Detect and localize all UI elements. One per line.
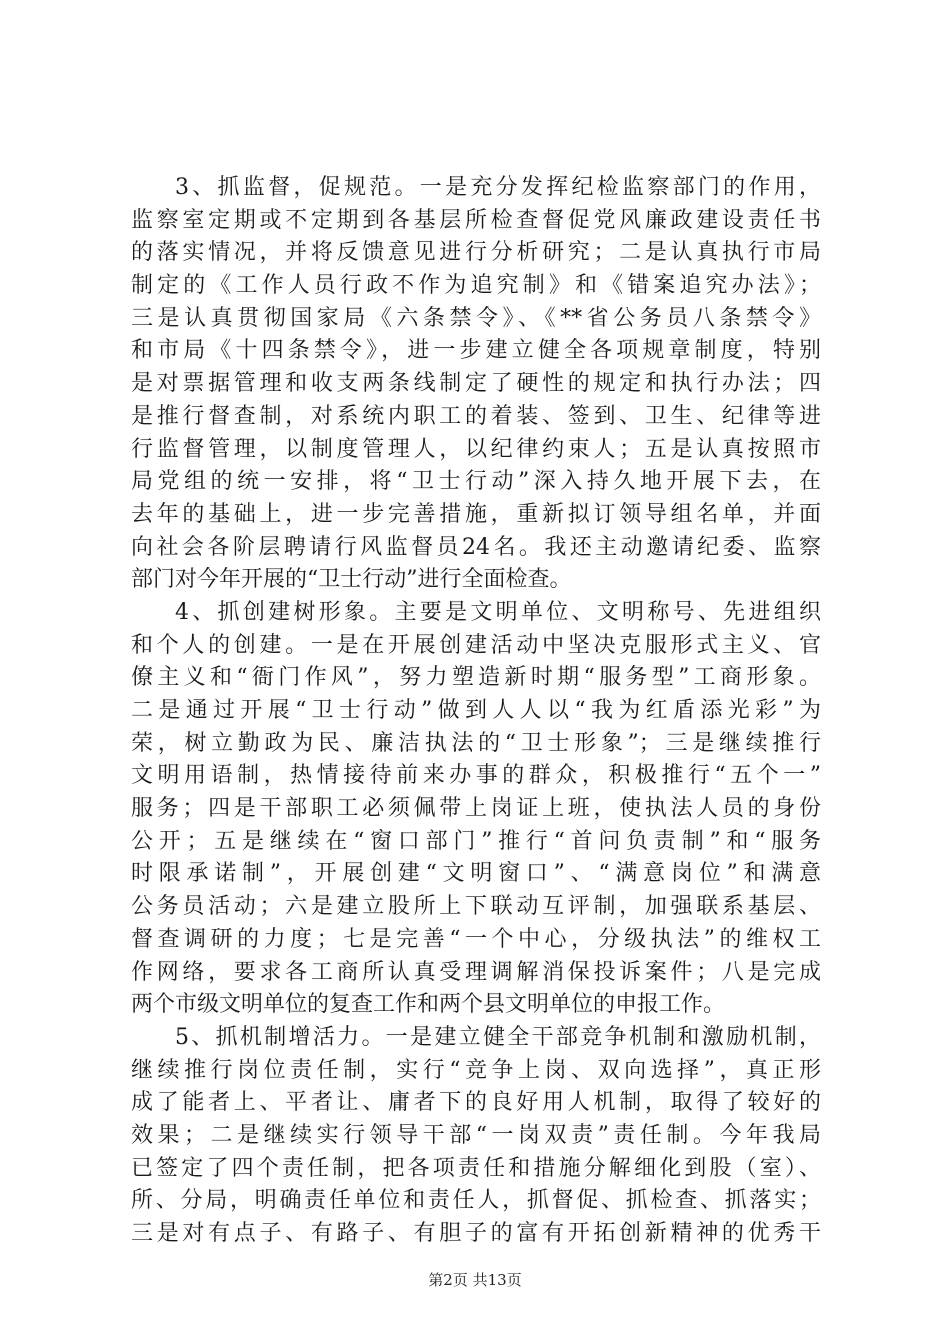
text-line: 督查调研的力度；七是完善“一个中心，分级执法”的维权工 bbox=[131, 926, 821, 952]
text-line: 所、分局，明确责任单位和责任人，抓督促、抓检查、抓落实； bbox=[131, 1188, 821, 1214]
text-line: 时限承诺制”，开展创建“文明窗口”、“满意岗位”和满意 bbox=[131, 861, 821, 887]
text-line: 4、抓创建树形象。主要是文明单位、文明称号、先进组织 bbox=[175, 599, 821, 625]
text-line: 文明用语制，热情接待前来办事的群众，积极推行“五个一” bbox=[131, 763, 821, 789]
text-line: 公务员活动；六是建立股所上下联动互评制，加强联系基层、 bbox=[131, 894, 821, 920]
text-line: 向社会各阶层聘请行风监督员24名。我还主动邀请纪委、监察 bbox=[131, 534, 821, 560]
text-line: 服务；四是干部职工必须佩带上岗证上班，使执法人员的身份 bbox=[131, 796, 821, 822]
text-line: 作网络，要求各工商所认真受理调解消保投诉案件；八是完成 bbox=[131, 959, 821, 985]
text-line: 去年的基础上，进一步完善措施，重新拟订领导组名单，并面 bbox=[131, 501, 821, 527]
text-line: 僚主义和“衙门作风”，努力塑造新时期“服务型”工商形象。 bbox=[131, 665, 821, 691]
page-number-footer: 第2页 共13页 bbox=[428, 1271, 522, 1289]
text-line: 已签定了四个责任制，把各项责任和措施分解细化到股（室）、 bbox=[131, 1155, 821, 1181]
text-line: 成了能者上、平者让、庸者下的良好用人机制，取得了较好的 bbox=[131, 1090, 821, 1116]
text-line: 是对票据管理和收支两条线制定了硬性的规定和执行办法；四 bbox=[131, 371, 821, 397]
text-line: 效果；二是继续实行领导干部“一岗双责”责任制。今年我局 bbox=[131, 1122, 821, 1148]
paragraph-supervision bbox=[131, 172, 821, 597]
text-line: 三是认真贯彻国家局《六条禁令》、《**省公务员八条禁令》 bbox=[131, 305, 821, 331]
text-line: 两个市级文明单位的复查工作和两个县文明单位的申报工作。 bbox=[131, 992, 726, 1018]
text-line: 制定的《工作人员行政不作为追究制》和《错案追究办法》； bbox=[131, 273, 821, 299]
text-line: 行监督管理，以制度管理人，以纪律约束人；五是认真按照市 bbox=[131, 436, 821, 462]
text-line: 二是通过开展“卫士行动”做到人人以“我为红盾添光彩”为 bbox=[131, 698, 821, 723]
paragraph-mechanism bbox=[131, 1022, 821, 1251]
text-line: 是推行督查制，对系统内职工的着装、签到、卫生、纪律等进 bbox=[131, 403, 821, 429]
document-body bbox=[131, 172, 821, 1251]
text-line: 5、抓机制增活力。一是建立健全干部竞争机制和激励机制， bbox=[175, 1024, 821, 1050]
text-line: 部门对今年开展的“卫士行动”进行全面检查。 bbox=[131, 567, 572, 593]
text-line: 公开；五是继续在“窗口部门”推行“首问负责制”和“服务 bbox=[131, 828, 821, 854]
text-line: 和市局《十四条禁令》，进一步建立健全各项规章制度，特别 bbox=[131, 338, 821, 364]
text-line: 三是对有点子、有路子、有胆子的富有开拓创新精神的优秀干 bbox=[131, 1221, 821, 1246]
paragraph-image-building bbox=[131, 597, 821, 1022]
text-line: 和个人的创建。一是在开展创建活动中坚决克服形式主义、官 bbox=[131, 632, 821, 658]
text-line: 监察室定期或不定期到各基层所检查督促党风廉政建设责任书 bbox=[131, 207, 821, 233]
text-line: 的落实情况，并将反馈意见进行分析研究；二是认真执行市局 bbox=[131, 240, 821, 266]
text-line: 局党组的统一安排，将“卫士行动”深入持久地开展下去，在 bbox=[131, 469, 821, 495]
text-line: 继续推行岗位责任制，实行“竞争上岗、双向选择”，真正形 bbox=[131, 1057, 821, 1083]
text-line: 3、抓监督，促规范。一是充分发挥纪检监察部门的作用， bbox=[175, 175, 821, 200]
text-line: 荣，树立勤政为民、廉洁执法的“卫士形象”；三是继续推行 bbox=[131, 730, 821, 756]
